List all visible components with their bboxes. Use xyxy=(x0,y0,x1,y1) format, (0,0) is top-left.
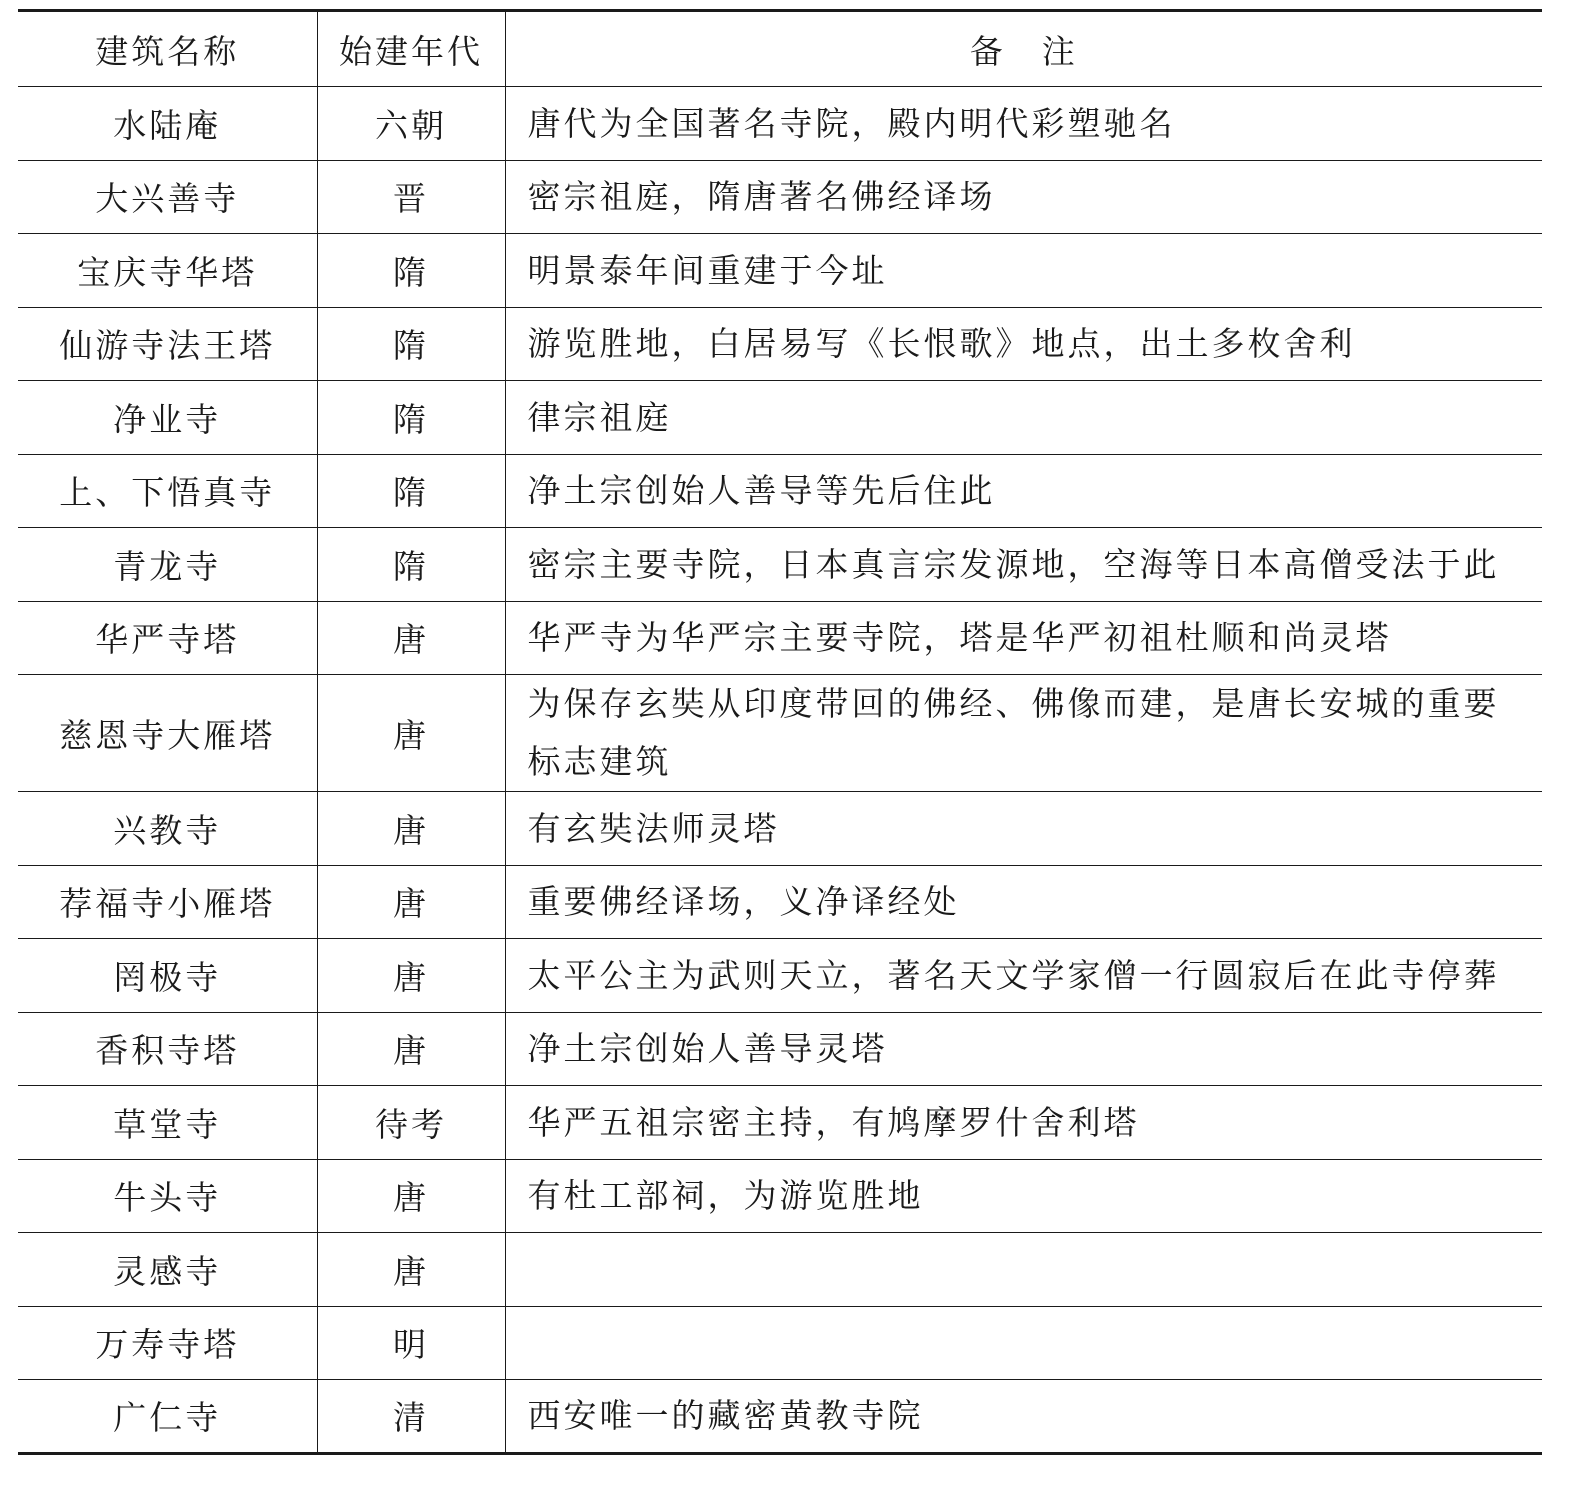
table-row xyxy=(18,939,1542,1013)
remarks-cell: 密宗主要寺院，日本真言宗发源地，空海等日本高僧受法于此 xyxy=(505,528,1542,602)
table-row xyxy=(18,1086,1542,1160)
table-body xyxy=(18,87,1542,1454)
founding-era-cell: 隋 xyxy=(317,528,505,602)
table-row xyxy=(18,454,1542,528)
remarks-cell: 西安唯一的藏密黄教寺院 xyxy=(505,1380,1542,1454)
table-row xyxy=(18,234,1542,308)
header-founding-era: 始建年代 xyxy=(317,11,505,87)
table-row xyxy=(18,381,1542,455)
table-row xyxy=(18,1233,1542,1307)
table-row xyxy=(18,1012,1542,1086)
remarks-cell: 净土宗创始人善导等先后住此 xyxy=(505,454,1542,528)
building-name-cell: 罔极寺 xyxy=(18,939,317,1013)
founding-era-cell: 隋 xyxy=(317,307,505,381)
table-row xyxy=(18,601,1542,675)
building-name-cell: 青龙寺 xyxy=(18,528,317,602)
remarks-cell: 游览胜地，白居易写《长恨歌》地点，出土多枚舍利 xyxy=(505,307,1542,381)
building-name-cell: 仙游寺法王塔 xyxy=(18,307,317,381)
remarks-cell: 净土宗创始人善导灵塔 xyxy=(505,1012,1542,1086)
table-row xyxy=(18,1306,1542,1380)
temples-table xyxy=(18,9,1542,1455)
building-name-cell: 草堂寺 xyxy=(18,1086,317,1160)
table-row xyxy=(18,160,1542,234)
building-name-cell: 净业寺 xyxy=(18,381,317,455)
header-remarks: 备 注 xyxy=(505,11,1542,87)
building-name-cell: 牛头寺 xyxy=(18,1159,317,1233)
table-row xyxy=(18,87,1542,161)
building-name-cell: 香积寺塔 xyxy=(18,1012,317,1086)
table-row xyxy=(18,1159,1542,1233)
header-row xyxy=(18,11,1542,87)
building-name-cell: 大兴善寺 xyxy=(18,160,317,234)
remarks-cell: 唐代为全国著名寺院，殿内明代彩塑驰名 xyxy=(505,87,1542,161)
table-row xyxy=(18,675,1542,792)
remarks-cell: 有杜工部祠，为游览胜地 xyxy=(505,1159,1542,1233)
remarks-cell xyxy=(505,1233,1542,1307)
remarks-cell: 太平公主为武则天立，著名天文学家僧一行圆寂后在此寺停葬 xyxy=(505,939,1542,1013)
founding-era-cell: 六朝 xyxy=(317,87,505,161)
remarks-cell: 为保存玄奘从印度带回的佛经、佛像而建，是唐长安城的重要标志建筑 xyxy=(505,675,1542,792)
founding-era-cell: 隋 xyxy=(317,454,505,528)
building-name-cell: 兴教寺 xyxy=(18,792,317,866)
building-name-cell: 广仁寺 xyxy=(18,1380,317,1454)
founding-era-cell: 待考 xyxy=(317,1086,505,1160)
remarks-cell: 重要佛经译场，义净译经处 xyxy=(505,865,1542,939)
remarks-cell: 有玄奘法师灵塔 xyxy=(505,792,1542,866)
founding-era-cell: 晋 xyxy=(317,160,505,234)
table-row xyxy=(18,528,1542,602)
building-name-cell: 万寿寺塔 xyxy=(18,1306,317,1380)
founding-era-cell: 明 xyxy=(317,1306,505,1380)
founding-era-cell: 唐 xyxy=(317,601,505,675)
founding-era-cell: 唐 xyxy=(317,939,505,1013)
founding-era-cell: 唐 xyxy=(317,1159,505,1233)
founding-era-cell: 唐 xyxy=(317,865,505,939)
remarks-cell: 华严寺为华严宗主要寺院，塔是华严初祖杜顺和尚灵塔 xyxy=(505,601,1542,675)
founding-era-cell: 清 xyxy=(317,1380,505,1454)
building-name-cell: 荐福寺小雁塔 xyxy=(18,865,317,939)
founding-era-cell: 隋 xyxy=(317,381,505,455)
building-name-cell: 上、下悟真寺 xyxy=(18,454,317,528)
founding-era-cell: 唐 xyxy=(317,1233,505,1307)
table-row xyxy=(18,307,1542,381)
table-row xyxy=(18,865,1542,939)
table-header xyxy=(18,11,1542,87)
founding-era-cell: 唐 xyxy=(317,675,505,792)
table-row xyxy=(18,792,1542,866)
founding-era-cell: 隋 xyxy=(317,234,505,308)
building-name-cell: 宝庆寺华塔 xyxy=(18,234,317,308)
table-row xyxy=(18,1380,1542,1454)
building-name-cell: 水陆庵 xyxy=(18,87,317,161)
building-name-cell: 灵感寺 xyxy=(18,1233,317,1307)
founding-era-cell: 唐 xyxy=(317,1012,505,1086)
remarks-cell xyxy=(505,1306,1542,1380)
remarks-cell: 华严五祖宗密主持，有鸠摩罗什舍利塔 xyxy=(505,1086,1542,1160)
remarks-cell: 密宗祖庭，隋唐著名佛经译场 xyxy=(505,160,1542,234)
building-name-cell: 华严寺塔 xyxy=(18,601,317,675)
founding-era-cell: 唐 xyxy=(317,792,505,866)
remarks-cell: 律宗祖庭 xyxy=(505,381,1542,455)
header-building-name: 建筑名称 xyxy=(18,11,317,87)
building-name-cell: 慈恩寺大雁塔 xyxy=(18,675,317,792)
remarks-cell: 明景泰年间重建于今址 xyxy=(505,234,1542,308)
